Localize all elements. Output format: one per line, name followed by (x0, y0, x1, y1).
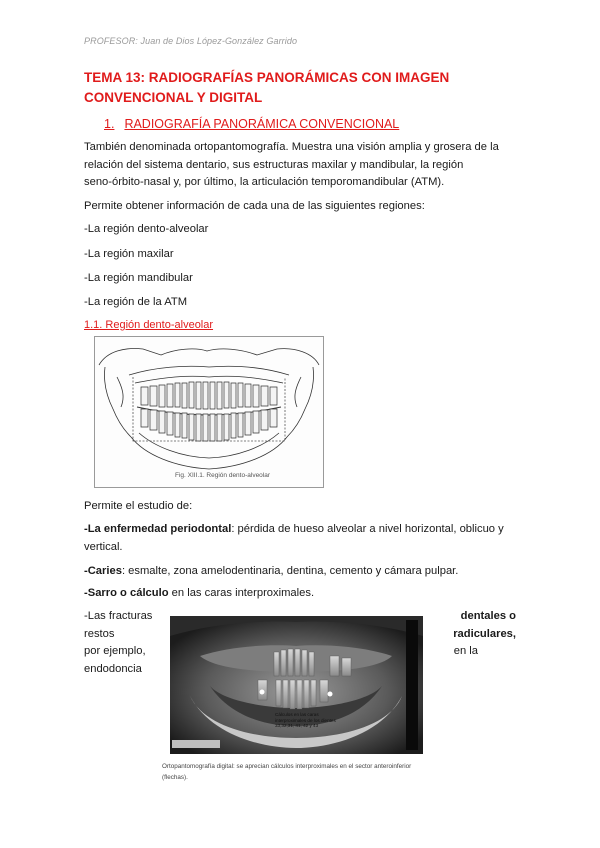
region-item: -La región dento-alveolar (84, 223, 209, 235)
section-heading (104, 117, 399, 131)
intro-paragraph (84, 139, 524, 192)
caption-line: Ortopantomografía digital: se aprecian cálculos interproximales en el sector anteroinferior (162, 763, 412, 770)
text-line: por ejemplo, (84, 645, 146, 657)
sarro-item (84, 585, 524, 603)
region-item: -La región de la ATM (84, 296, 188, 308)
term-text: : pérdida de hueso alveolar a nivel horizontal, oblicuo y (231, 523, 504, 535)
text-line: endodoncia (84, 662, 142, 675)
intro-line: También denominada ortopantomografía. Muestra una visión amplia y grosera de la (84, 141, 499, 153)
region-item: -La región maxilar (84, 248, 174, 260)
term: -Sarro o cálculo (84, 587, 169, 599)
term: -Caries (84, 565, 122, 577)
section-number: 1. (104, 117, 115, 131)
section-label: RADIOGRAFÍA PANORÁMICA CONVENCIONAL (124, 117, 400, 131)
periodontal-item (84, 521, 524, 556)
figure2-caption (162, 761, 452, 783)
text-line: radiculares, (453, 627, 516, 640)
study-intro: Permite el estudio de: (84, 500, 193, 512)
marker-dot (328, 692, 333, 697)
fractures-left-text (84, 608, 174, 678)
fractures-right-text (420, 608, 516, 661)
text-line: dentales o (460, 610, 516, 622)
text-line: en la (453, 645, 478, 657)
dento-alveolar-figure (94, 336, 324, 488)
term-text: : esmalte, zona amelodentinaria, dentina, cemento y cámara pulpar. (121, 565, 459, 577)
subsection-heading: 1.1. Región dento-alveolar (84, 319, 214, 331)
caption-line: (flechas). (162, 774, 188, 781)
term-text: vertical. (84, 540, 123, 553)
region-item: -La región mandibular (84, 272, 193, 284)
panoramic-xray-image (170, 616, 423, 754)
professor-header: PROFESOR: Juan de Dios López-González Garrido (84, 36, 298, 46)
xray-illustration (170, 616, 423, 754)
jaw-diagram-illustration (95, 337, 323, 487)
intro-line: relación del sistema dentario, sus estructuras maxilar y mandibular, la región (84, 158, 464, 171)
text-line: restos (84, 627, 115, 640)
marker-dot (260, 690, 265, 695)
xray-annotation: Cálculos en las caras interproximales de los dientes 33,32,31, 41, 42 y 43 (275, 712, 336, 729)
page-title: TEMA 13: RADIOGRAFÍAS PANORÁMICAS CON IMAGEN CONVENCIONAL Y DIGITAL (84, 70, 450, 105)
intro-line: seno-órbito-nasal y, por último, la articulación temporomandibular (ATM). (84, 176, 445, 188)
caries-item (84, 563, 524, 581)
text-line: -Las fracturas (84, 610, 153, 622)
term-text: en las caras interproximales. (168, 587, 315, 599)
term: -La enfermedad periodontal (84, 523, 232, 535)
permite-paragraph: Permite obtener información de cada una de las siguientes regiones: (84, 200, 425, 212)
figure-caption: Fig. XIII.1. Región dento-alveolar (175, 472, 271, 479)
